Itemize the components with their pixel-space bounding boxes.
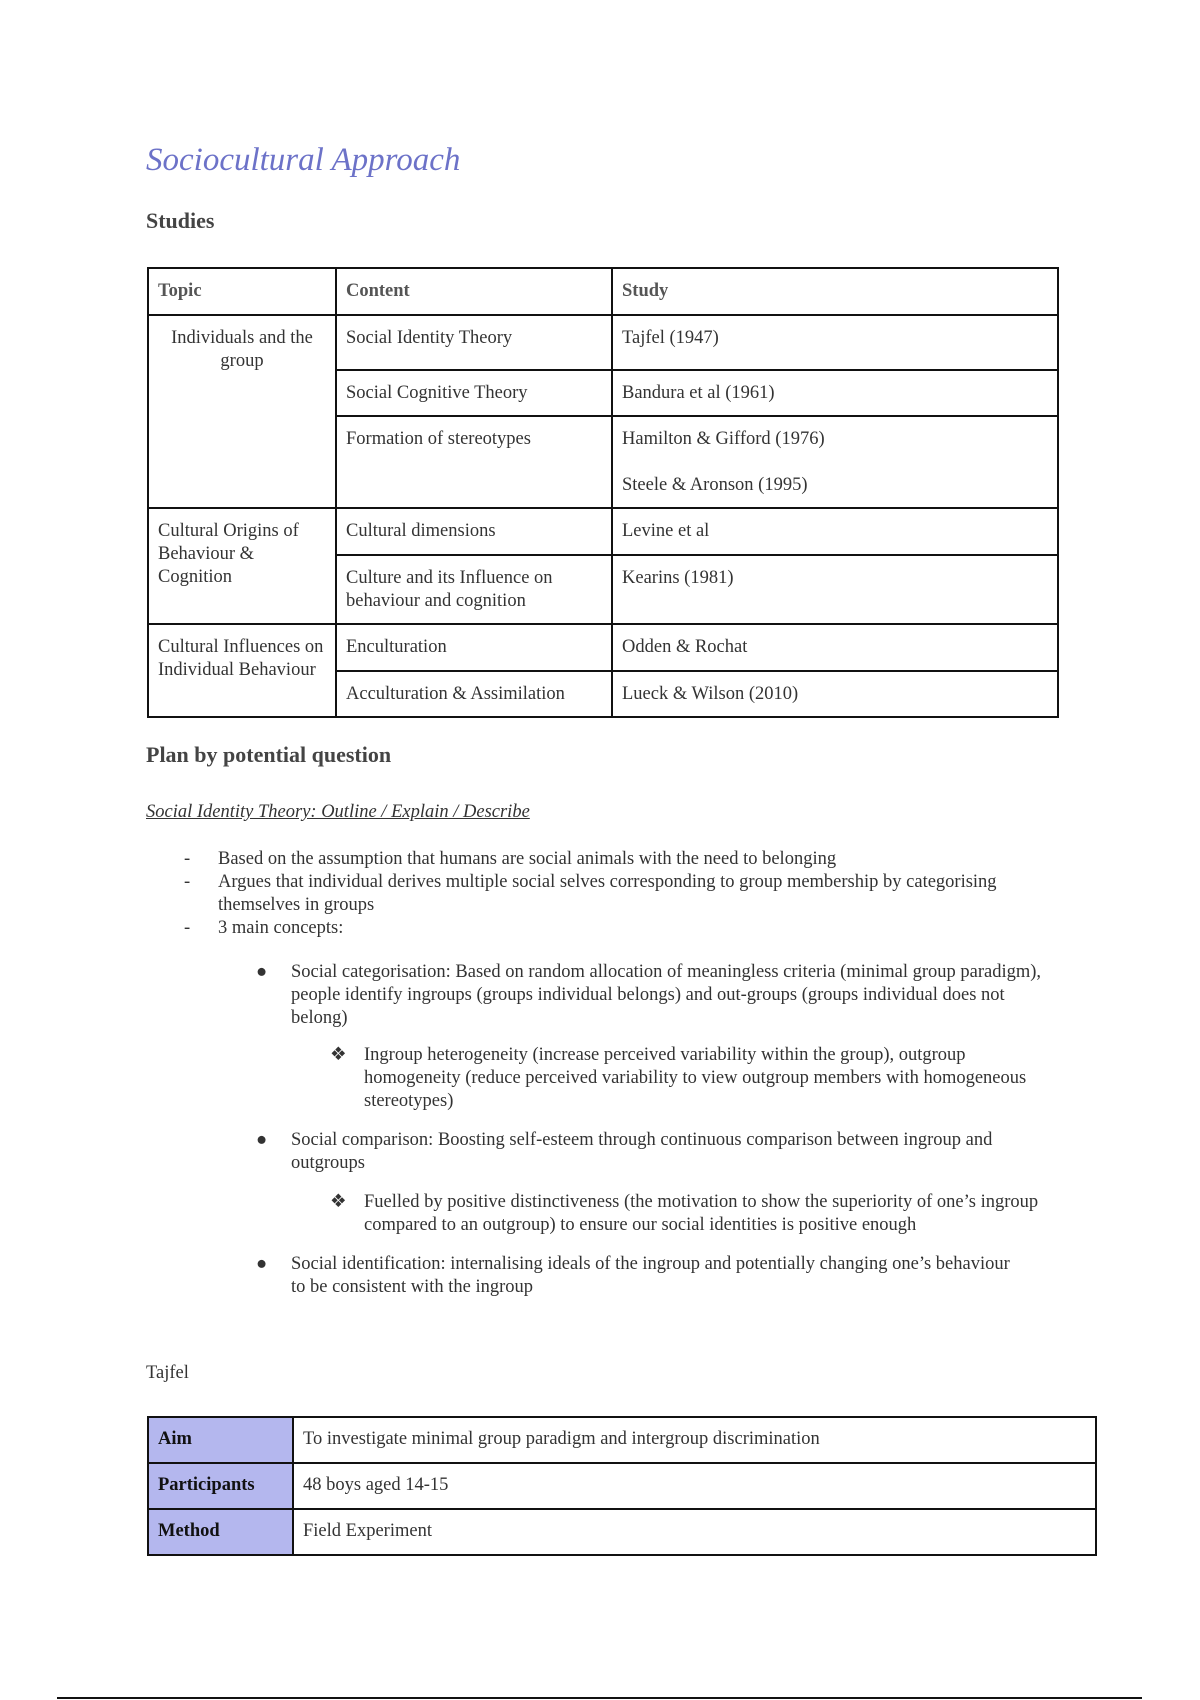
content-cell: Cultural dimensions	[336, 508, 612, 555]
study-cell: Bandura et al (1961)	[612, 370, 1058, 416]
page-divider	[57, 1697, 1142, 1699]
concept-item: ● Social comparison: Boosting self-esteem through continuous comparison between ingroup and outgroups	[256, 1130, 993, 1173]
label-aim: Aim	[148, 1417, 293, 1463]
plan-heading: Plan by potential question	[146, 742, 392, 767]
header-topic: Topic	[148, 268, 336, 315]
diamond-bullet-icon: ❖	[330, 1045, 347, 1065]
topic-cell: Individuals and the group	[148, 315, 336, 508]
studies-table	[147, 267, 1059, 718]
topic-cell: Cultural Influences on Individual Behaviour	[148, 624, 336, 717]
sub-item: ❖ Ingroup heterogeneity (increase perceived variability within the group), outgroup homogeneity (reduce perceived variability to view outgroup members with homogeneous stereotypes)	[330, 1045, 1027, 1111]
header-study: Study	[612, 268, 1058, 315]
page-title: Sociocultural Approach	[146, 142, 461, 178]
dash-item: - Argues that individual derives multiple social selves corresponding to group membership by categorising themselves in groups	[184, 872, 997, 915]
label-method: Method	[148, 1509, 293, 1555]
value-participants: 48 boys aged 14-15	[293, 1463, 1096, 1509]
study-cell: Kearins (1981)	[612, 555, 1058, 624]
diamond-bullet-icon: ❖	[330, 1192, 347, 1212]
topic-cell: Cultural Origins of Behaviour & Cognition	[148, 508, 336, 624]
study-text: Hamilton & Gifford (1976)	[622, 429, 825, 449]
studies-heading: Studies	[146, 208, 215, 233]
value-method: Field Experiment	[293, 1509, 1096, 1555]
value-aim: To investigate minimal group paradigm and intergroup discrimination	[293, 1417, 1096, 1463]
content-cell: Social Cognitive Theory	[336, 370, 612, 416]
concept-list	[256, 961, 1061, 1299]
study-text: Steele & Aronson (1995)	[622, 475, 808, 495]
label-participants: Participants	[148, 1463, 293, 1509]
content-cell: Formation of stereotypes	[336, 416, 612, 508]
tajfel-label: Tajfel	[146, 1363, 189, 1383]
study-cell: Lueck & Wilson (2010)	[612, 671, 1058, 717]
content-cell: Enculturation	[336, 624, 612, 671]
content-cell: Acculturation & Assimilation	[336, 671, 612, 717]
dash-item: - 3 main concepts:	[184, 918, 344, 938]
bullet-icon: ●	[256, 1130, 268, 1150]
study-cell	[612, 416, 1058, 508]
bullet-icon: ●	[256, 962, 268, 982]
sub-item: ❖ Fuelled by positive distinctiveness (the motivation to show the superiority of one’s ingroup compared to an outgroup) to ensure our social identities is positive enough	[330, 1192, 1039, 1235]
header-content: Content	[336, 268, 612, 315]
concept-item: ● Social categorisation: Based on random allocation of meaningless criteria (minimal group paradigm), people identify ingroups (groups individual belongs) and out-groups (groups individual does not belong)	[256, 962, 1042, 1028]
study-cell: Levine et al	[612, 508, 1058, 555]
study-cell: Tajfel (1947)	[612, 315, 1058, 370]
tajfel-table	[147, 1416, 1097, 1556]
concept-item: ● Social identification: internalising ideals of the ingroup and potentially changing one’s behaviour to be consistent with the ingroup	[256, 1254, 1010, 1297]
content-cell: Social Identity Theory	[336, 315, 612, 370]
plan-subheading: Social Identity Theory: Outline / Explain / Describe	[146, 802, 530, 822]
dash-list	[184, 848, 998, 940]
content-cell: Culture and its Influence on behaviour and cognition	[336, 555, 612, 624]
bullet-icon: ●	[256, 1254, 268, 1274]
dash-item: - Based on the assumption that humans are social animals with the need to belonging	[184, 849, 837, 869]
study-cell: Odden & Rochat	[612, 624, 1058, 671]
